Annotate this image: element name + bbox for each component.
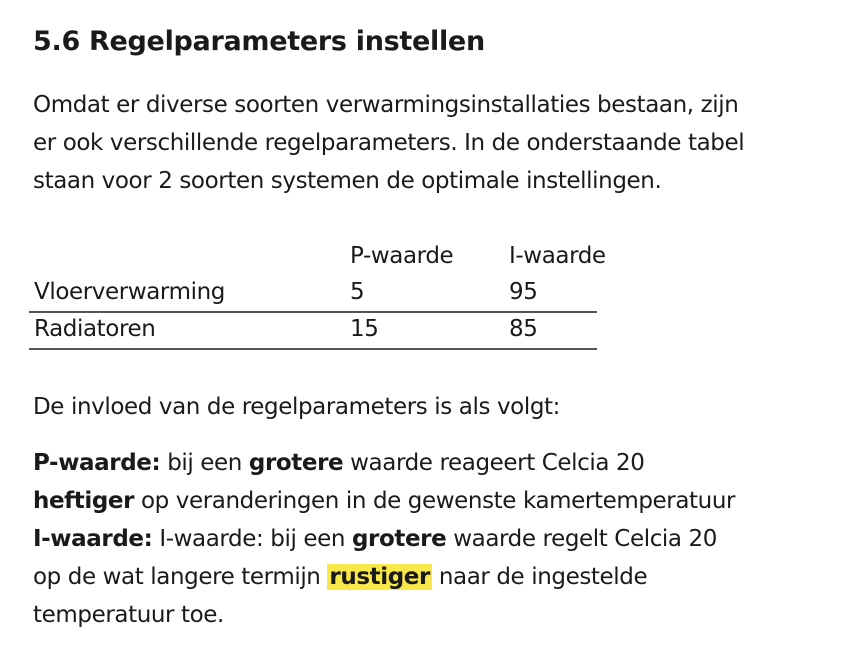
section-heading: 5.6 Regelparameters instellen: [33, 26, 485, 57]
table-row: [29, 276, 597, 313]
parameter-table: [29, 240, 606, 350]
i-text-1: I-waarde: bij een: [152, 526, 352, 552]
table-header-row: [29, 240, 606, 276]
intro-line: er ook verschillende regelparameters. In de onderstaande tabel: [33, 130, 745, 156]
influence-intro: De invloed van de regelparameters is als volgt:: [33, 394, 560, 420]
p-explanation-line-1: [33, 444, 853, 482]
intro-line: Omdat er diverse soorten verwarmingsinstallaties bestaan, zijn: [33, 92, 739, 118]
p-text-2: waarde reageert Celcia 20: [343, 450, 645, 476]
cell-p-value: 15: [350, 316, 379, 342]
cell-system: Vloerverwarming: [34, 279, 225, 305]
intro-paragraph: [33, 86, 853, 200]
cell-i-value: 95: [509, 279, 538, 305]
column-header-i: I-waarde: [509, 243, 606, 269]
cell-i-value: 85: [509, 316, 538, 342]
i-text-3: op de wat langere termijn: [33, 564, 328, 590]
i-explanation-line-3: temperatuur toe.: [33, 602, 224, 628]
highlighted-rustiger: rustiger: [329, 564, 430, 590]
i-explanation-line-2: [33, 558, 853, 596]
p-explanation-line-2: [33, 482, 853, 520]
i-text-4: naar de ingestelde: [431, 564, 648, 590]
explanation-block: [33, 444, 853, 634]
i-bold-grotere: grotere: [351, 526, 447, 552]
p-text-3: op veranderingen in de gewenste kamertemperatuur: [134, 488, 736, 514]
p-text-1: bij een: [160, 450, 249, 476]
i-text-2: waarde regelt Celcia 20: [446, 526, 717, 552]
p-label: P-waarde:: [33, 450, 161, 476]
p-bold-grotere: grotere: [248, 450, 344, 476]
p-bold-heftiger: heftiger: [33, 488, 135, 514]
i-explanation-line-1: [33, 520, 853, 558]
cell-p-value: 5: [350, 279, 365, 305]
cell-system: Radiatoren: [34, 316, 156, 342]
intro-line: staan voor 2 soorten systemen de optimale instellingen.: [33, 168, 662, 194]
i-label: I-waarde:: [33, 526, 153, 552]
table-row: [29, 313, 597, 350]
column-header-p: P-waarde: [350, 243, 454, 269]
